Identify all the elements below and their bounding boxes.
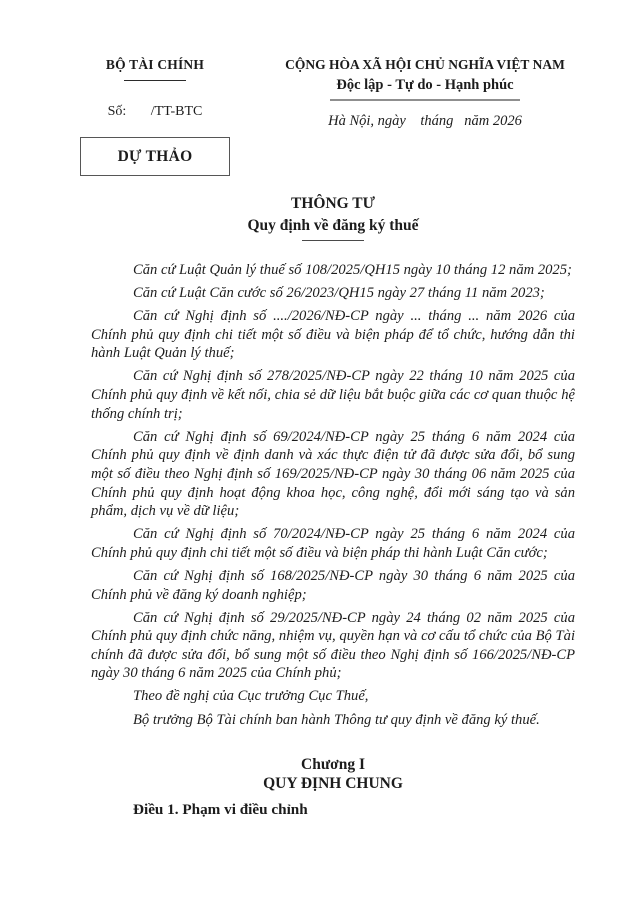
preamble-paragraph: Theo đề nghị của Cục trưởng Cục Thuế, [133, 688, 369, 705]
chapter-heading [91, 755, 575, 793]
document-type-title: THÔNG TƯ [291, 195, 375, 212]
document-title-block [91, 194, 575, 241]
preamble-paragraph: Bộ trưởng Bộ Tài chính ban hành Thông tư quy định về đăng ký thuế. [133, 711, 540, 728]
document-header [0, 0, 640, 176]
preamble-paragraph: Căn cứ Nghị định số 278/2025/NĐ-CP ngày 22 tháng 10 năm 2025 của Chính phủ quy định về kết nối, chia sẻ dữ liệu bắt buộc giữa các cơ quan thuộc hệ thống chính trị; [91, 368, 575, 422]
national-motto-line: Độc lập - Tự do - Hạnh phúc [336, 77, 514, 93]
preamble-section [91, 261, 575, 729]
draft-stamp-box [80, 137, 230, 176]
title-underline [302, 240, 364, 241]
document-subject-title: Quy định về đăng ký thuế [247, 217, 419, 234]
chapter-number: Chương I [301, 756, 365, 774]
agency-underline [124, 80, 186, 81]
national-title-line: CỘNG HÒA XÃ HỘI CHỦ NGHĨA VIỆT NAM [285, 57, 565, 72]
place-date-line: Hà Nội, ngày tháng năm 2026 [328, 113, 522, 129]
preamble-paragraph: Căn cứ Nghị định số 70/2024/NĐ-CP ngày 25 tháng 6 năm 2024 của Chính phủ quy định chi tiết một số điều và biện pháp thi hành Luật Căn cước; [91, 526, 575, 561]
document-number: Số: /TT-BTC [107, 104, 203, 119]
preamble-paragraph: Căn cứ Nghị định số ..../2026/NĐ-CP ngày ... tháng ... năm 2026 của Chính phủ quy định chi tiết một số điều và biện pháp để tổ chức, hướng dẫn thi hành Luật Quản lý thuế; [91, 308, 575, 362]
article-heading: Điều 1. Phạm vi điều chỉnh [133, 801, 308, 819]
chapter-title: QUY ĐỊNH CHUNG [263, 775, 403, 793]
preamble-paragraph: Căn cứ Nghị định số 29/2025/NĐ-CP ngày 24 tháng 02 năm 2025 của Chính phủ quy định chức năng, nhiệm vụ, quyền hạn và cơ cấu tổ chức của Bộ Tài chính đã được sửa đổi, bổ sung một số điều theo Nghị định số 166/2025/NĐ-CP ngày 30 tháng 6 năm 2025 của Chính phủ; [91, 609, 575, 682]
issuing-agency-block [80, 56, 230, 176]
preamble-paragraph: Căn cứ Nghị định số 69/2024/NĐ-CP ngày 25 tháng 6 năm 2024 của Chính phủ quy định về định danh và xác thực điện tử đã được sửa đổi, bổ sung một số điều theo Nghị định số 169/2025/NĐ-CP ngày 30 tháng 06 năm 2025 của Chính phủ quy định hoạt động khoa học, công nghệ, đổi mới sáng tạo và sản phẩm, dịch vụ về dữ liệu; [91, 428, 575, 520]
preamble-paragraph: Căn cứ Luật Quản lý thuế số 108/2025/QH15 ngày 10 tháng 12 năm 2025; [133, 262, 572, 278]
national-header-block [275, 56, 575, 176]
issuing-agency-name: BỘ TÀI CHÍNH [105, 57, 205, 72]
motto-underline [330, 99, 520, 101]
preamble-paragraph: Căn cứ Luật Căn cước số 26/2023/QH15 ngày 27 tháng 11 năm 2023; [133, 285, 545, 302]
draft-label: DỰ THẢO [117, 147, 193, 165]
preamble-paragraph: Căn cứ Nghị định số 168/2025/NĐ-CP ngày 30 tháng 6 năm 2025 của Chính phủ về đăng ký doanh nghiệp; [91, 567, 575, 603]
